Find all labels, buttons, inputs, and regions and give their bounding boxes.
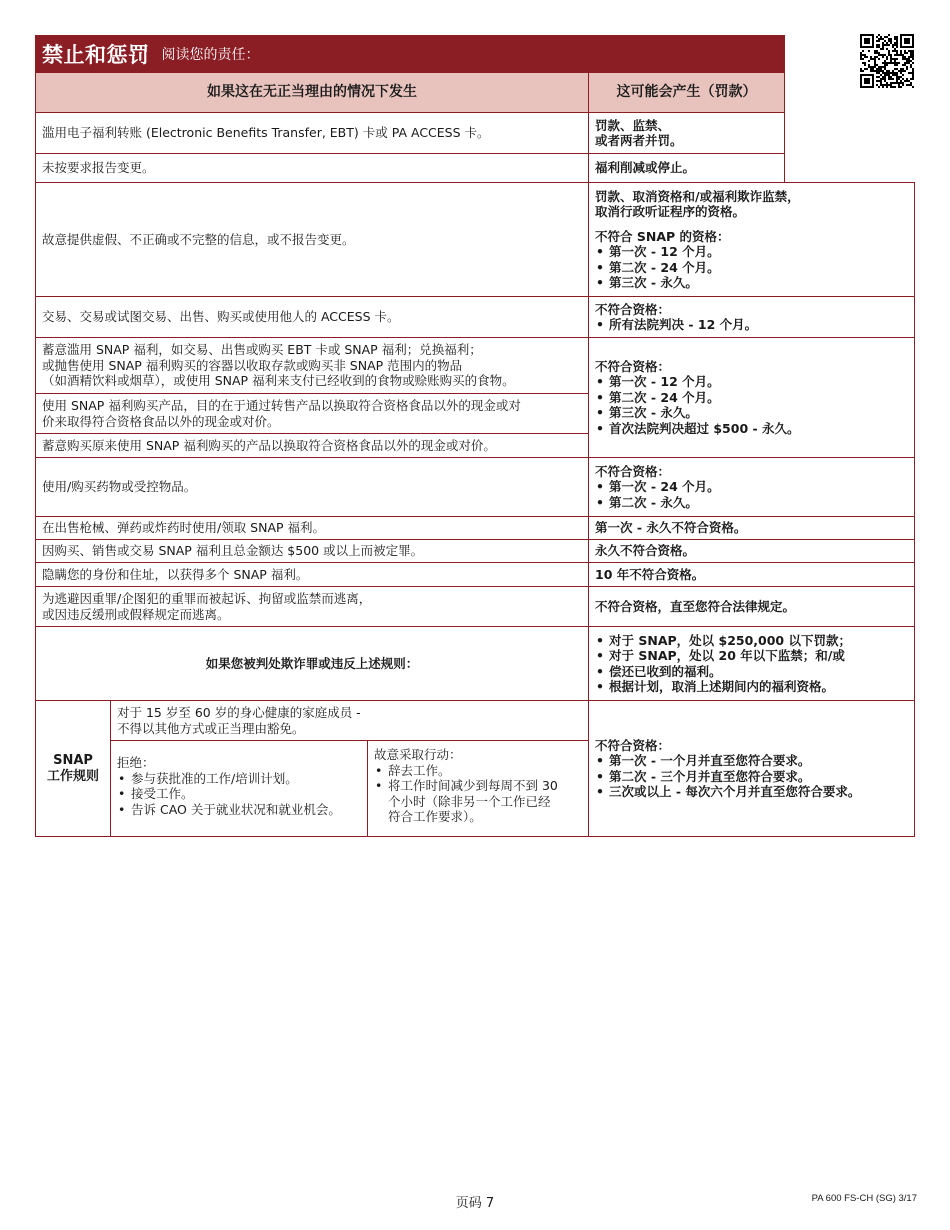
list-item: • 三次或以上 - 每次六个月并直至您符合要求。 [595,784,908,800]
table-row-right: 永久不符合资格。 [588,539,915,563]
table-row-right: 10 年不符合资格。 [588,562,915,587]
work-rules-action [367,740,589,837]
table-row-left: 在出售枪械、弹药或炸药时使用/领取 SNAP 福利。 [35,516,589,540]
table-row-left: 未按要求报告变更。 [35,153,589,183]
action-heading: 故意采取行动： [374,747,462,762]
list-item: • 第一次 - 12 个月。 [595,374,908,390]
table-row-left: 故意提供虚假、不正确或不完整的信息，或不报告变更。 [35,182,589,297]
table-row-left: 滥用电子福利转账 (Electronic Benefits Transfer, EBT) 卡或 PA ACCESS 卡。 [35,112,589,154]
list-item: • 将工作时间减少到每周不到 30 个小时（除非另一个工作已经 符合工作要求）。 [374,778,582,825]
table-row-right: 罚款、监禁、 或者两者并罚。 [588,112,785,154]
table-row-right: 第一次 - 永久不符合资格。 [588,516,915,540]
list-item: • 辞去工作。 [374,763,582,779]
section-title: 禁止和惩罚 [42,42,150,67]
list-item: • 第三次 - 永久。 [595,405,908,421]
list-item: • 对于 SNAP，处以 20 年以下监禁；和/或 [595,648,908,664]
table-row-right: 不符合资格，直至您符合法律规定。 [588,586,915,627]
table-row-left: 为逃避因重罪/企图犯的重罪而被起诉、拘留或监禁而逃离， 或因违反缓刑或假释规定而逃离。 [35,586,589,627]
list-item: • 告诉 CAO 关于就业状况和就业机会。 [117,802,361,818]
table-row-left: 因购买、销售或交易 SNAP 福利且总金额达 $500 或以上而被定罪。 [35,539,589,563]
list-item: • 第三次 - 永久。 [595,275,908,291]
list-item: • 第一次 - 12 个月。 [595,244,908,260]
list-item: • 对于 SNAP，处以 $250,000 以下罚款； [595,633,908,649]
refuse-heading: 拒绝： [117,755,155,770]
list-item: • 第二次 - 永久。 [595,495,908,511]
list-item: • 第一次 - 24 个月。 [595,479,908,495]
table-row-left: 蓄意滥用 SNAP 福利，如交易、出售或购买 EBT 卡或 SNAP 福利；兑换福利； 或抛售使用 SNAP 福利购买的容器以收取存款或购买非 SNAP 范围内的物品 （如酒精饮料或烟草），或使用 SNAP 福利来支付已经收到的食物或赊账购买的食物。 [35,337,589,394]
table-row-right [588,182,915,297]
fraud-conviction-label: 如果您被判处欺诈罪或违反上述规则： [35,626,589,701]
penalty-heading: 不符合 SNAP 的资格： [595,228,730,244]
penalty-heading: 不符合资格： [595,737,671,753]
penalty-text: 罚款、取消资格和/或福利欺诈监禁， 取消行政听证程序的资格。 [595,188,800,219]
list-item: • 第二次 - 24 个月。 [595,390,908,406]
table-row-right [588,296,915,338]
list-item: • 接受工作。 [117,786,361,802]
table-row-left: 交易、交易或试图交易、出售、购买或使用他人的 ACCESS 卡。 [35,296,589,338]
qr-code-icon [860,34,914,88]
penalty-list [595,633,908,695]
list-item: • 首次法院判决超过 $500 - 永久。 [595,421,908,437]
table-row-right: 福利削减或停止。 [588,153,785,183]
section-subtitle: 阅读您的责任： [161,46,260,63]
action-list [374,763,582,825]
work-rules-label [35,700,111,837]
list-item: • 偿还已收到的福利。 [595,664,908,680]
work-rules-refuse [110,740,368,837]
work-rules-label-line1: SNAP [53,753,93,768]
work-rules-scope: 对于 15 岁至 60 岁的身心健康的家庭成员 - 不得以其他方式或正当理由豁免。 [110,700,589,741]
penalty-list [595,244,908,291]
table-row-left: 使用 SNAP 福利购买产品，目的在于通过转售产品以换取符合资格食品以外的现金或对 价来取得符合资格食品以外的现金或对价。 [35,393,589,434]
penalty-heading: 不符合资格： [595,301,671,317]
penalty-heading: 不符合资格： [595,463,671,479]
list-item: • 根据计划，取消上述期间内的福利资格。 [595,679,908,695]
table-row-left: 隐瞒您的身份和住址，以获得多个 SNAP 福利。 [35,562,589,587]
column-header-left: 如果这在无正当理由的情况下发生 [35,72,589,113]
table-row-left: 使用/购买药物或受控物品。 [35,457,589,517]
section-header [35,35,785,72]
work-rules-penalties [588,700,915,837]
penalty-heading: 不符合资格： [595,358,671,374]
refuse-list [117,771,361,818]
fraud-penalties [588,626,915,701]
table-row-right [588,457,915,517]
table-row-left: 蓄意购买原来使用 SNAP 福利购买的产品以换取符合资格食品以外的现金或对价。 [35,433,589,458]
page-number: 页码 7 [455,1196,495,1211]
column-header-right: 这可能会产生（罚款） [588,72,785,113]
penalty-list [595,317,908,333]
penalty-list [595,374,908,436]
list-item: • 第二次 - 24 个月。 [595,260,908,276]
penalty-list [595,479,908,510]
form-code: PA 600 FS-CH (SG) 3/17 [811,1193,917,1204]
list-item: • 所有法院判决 - 12 个月。 [595,317,908,333]
penalty-list [595,753,908,800]
work-rules-label-line2: 工作规则 [46,768,99,784]
table-row-right [588,337,915,458]
list-item: • 第一次 - 一个月并直至您符合要求。 [595,753,908,769]
list-item: • 参与获批准的工作/培训计划。 [117,771,361,787]
list-item: • 第二次 - 三个月并直至您符合要求。 [595,769,908,785]
